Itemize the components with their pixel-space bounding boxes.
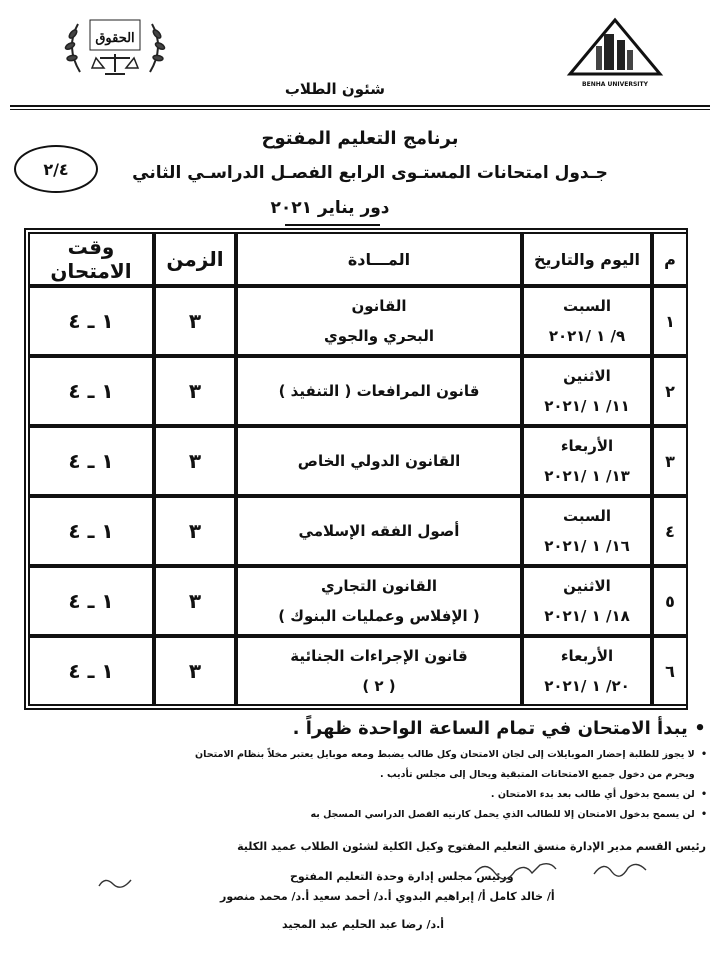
- row-duration: ٣: [154, 356, 236, 426]
- row-date: ١٨/ ١ /٢٠٢١: [544, 607, 630, 625]
- row-date: ١٦/ ١ /٢٠٢١: [544, 537, 630, 555]
- row-subject: [236, 426, 522, 496]
- handwritten-signature-icon: [95, 872, 135, 896]
- faculty-logo-text: الحقوق: [95, 31, 135, 46]
- row-exam-time: [28, 636, 154, 706]
- note-start-time-text: يبدأ الامتحان في تمام الساعة الواحدة ظهراً .: [292, 718, 688, 739]
- dean-name: أ.د/ رضا عبد الحليم عبد المجيد: [282, 918, 445, 931]
- header-duration: الزمن: [154, 232, 236, 286]
- row-subject: [236, 636, 522, 706]
- row-index: ٢: [652, 356, 688, 426]
- row-exam-time-value: ١ ـ ٤: [68, 309, 114, 333]
- session-underline: [285, 224, 380, 226]
- row-subject-line1: القانون: [351, 297, 407, 315]
- row-subject: [236, 356, 522, 426]
- row-day-date: [522, 566, 652, 636]
- handwritten-signature-icon: [590, 858, 650, 884]
- row-exam-time: [28, 566, 154, 636]
- bullet-icon: •: [700, 749, 708, 760]
- row-date: ٩/ ١ /٢٠٢١: [548, 327, 626, 345]
- schedule-title: جـدول امتحانات المستـوى الرابع الفصـل الدراسـي الثاني: [132, 163, 608, 183]
- note-item-text: ويحرم من دخول جميع الامتحانات المتبقية ويحال إلى مجلس تأديب .: [380, 769, 695, 780]
- bullet-icon: •: [694, 718, 706, 739]
- note-item-text: لا يجوز للطلبة إحضار الموبايلات إلى لجان الامتحان وكل طالب يضبط ومعه موبايل يعتبر مخلاً بنظام الامتحان: [195, 749, 695, 760]
- signature-titles: رئيس القسم مدير الإدارة منسق التعليم المفتوح وكيل الكلية لشئون الطلاب عميد الكلية: [237, 840, 706, 853]
- row-subject-line1: قانون المرافعات ( التنفيذ ): [278, 382, 480, 400]
- row-duration: ٣: [154, 426, 236, 496]
- table-row: [28, 356, 688, 426]
- row-day: السبت: [562, 297, 612, 315]
- signature-names: أ/ خالد كامل أ/ إبراهيم البدوي أ.د/ أحمد سعيد أ.د/ محمد منصور: [220, 890, 555, 903]
- row-subject-line2: البحري والجوي: [323, 327, 435, 345]
- row-subject-line1: قانون الإجراءات الجنائية: [290, 647, 468, 665]
- row-date: ١١/ ١ /٢٠٢١: [544, 397, 630, 415]
- header-exam-time: وقت الامتحان: [28, 232, 154, 286]
- note-item: [120, 805, 710, 825]
- row-day-date: [522, 496, 652, 566]
- row-date: ٢٠/ ١ /٢٠٢١: [544, 677, 630, 695]
- note-item-text: لن يسمح بدخول الامتحان إلا للطالب الذي يحمل كارنيه الفصل الدراسي المسجل به: [310, 809, 695, 820]
- page-number-badge: ٢/٤: [14, 145, 98, 193]
- department-name: شئون الطلاب: [284, 80, 385, 98]
- table-row: [28, 636, 688, 706]
- row-index: ١: [652, 286, 688, 356]
- row-subject: [236, 286, 522, 356]
- benha-university-logo: [560, 16, 670, 90]
- row-index: ٣: [652, 426, 688, 496]
- university-logo-text: BENHA UNIVERSITY: [582, 81, 648, 88]
- row-subject-line2: ( الإفلاس وعمليات البنوك ): [278, 607, 480, 625]
- header-index: م: [652, 232, 688, 286]
- bullet-icon: •: [700, 789, 708, 800]
- bullet-icon: •: [700, 809, 708, 820]
- table-header-row: [28, 232, 688, 286]
- table-row: [28, 566, 688, 636]
- table-row: [28, 496, 688, 566]
- row-subject-line2: ( ٢ ): [362, 677, 396, 695]
- note-item-continued: [120, 765, 710, 785]
- note-start-time: [120, 718, 710, 739]
- row-duration: ٣: [154, 286, 236, 356]
- row-exam-time-value: ١ ـ ٤: [68, 379, 114, 403]
- row-exam-time-value: ١ ـ ٤: [68, 589, 114, 613]
- note-item: [120, 745, 710, 765]
- header-divider-thin: [10, 109, 710, 110]
- program-title: برنامج التعليم المفتوح: [261, 128, 459, 149]
- session-title: دور يناير ٢٠٢١: [270, 198, 390, 218]
- row-subject-line1: القانون الدولي الخاص: [297, 452, 461, 470]
- row-exam-time: [28, 286, 154, 356]
- row-subject-line1: القانون التجاري: [321, 577, 437, 595]
- row-index: ٥: [652, 566, 688, 636]
- row-day-date: [522, 426, 652, 496]
- row-exam-time: [28, 496, 154, 566]
- row-day: السبت: [562, 507, 612, 525]
- row-day-date: [522, 286, 652, 356]
- row-exam-time: [28, 426, 154, 496]
- row-day-date: [522, 356, 652, 426]
- row-duration: ٣: [154, 496, 236, 566]
- row-index: ٤: [652, 496, 688, 566]
- row-duration: ٣: [154, 636, 236, 706]
- header-divider: [10, 105, 710, 107]
- row-exam-time-value: ١ ـ ٤: [68, 519, 114, 543]
- committee-title: ورئيس مجلس إدارة وحدة التعليم المفتوح: [290, 870, 514, 883]
- row-subject: [236, 496, 522, 566]
- row-subject-line1: أصول الفقه الإسلامي: [298, 522, 460, 540]
- note-item: [120, 785, 710, 805]
- row-day: الاثنين: [563, 367, 611, 385]
- faculty-law-logo: [60, 12, 170, 82]
- table-row: [28, 286, 688, 356]
- row-date: ١٣/ ١ /٢٠٢١: [544, 467, 630, 485]
- row-index: ٦: [652, 636, 688, 706]
- row-exam-time: [28, 356, 154, 426]
- row-day: الأربعاء: [560, 437, 614, 455]
- exam-schedule-table: [24, 228, 688, 710]
- row-exam-time-value: ١ ـ ٤: [68, 449, 114, 473]
- header-subject: المـــادة: [236, 232, 522, 286]
- row-day: الاثنين: [563, 577, 611, 595]
- row-day-date: [522, 636, 652, 706]
- row-subject: [236, 566, 522, 636]
- exam-notes: [120, 718, 710, 825]
- row-day: الأربعاء: [560, 647, 614, 665]
- row-exam-time-value: ١ ـ ٤: [68, 659, 114, 683]
- note-item-text: لن يسمح بدخول أي طالب بعد بدء الامتحان .: [490, 789, 695, 800]
- handwritten-signature-icon: [470, 855, 560, 885]
- row-duration: ٣: [154, 566, 236, 636]
- header-day-date: اليوم والتاريخ: [522, 232, 652, 286]
- table-row: [28, 426, 688, 496]
